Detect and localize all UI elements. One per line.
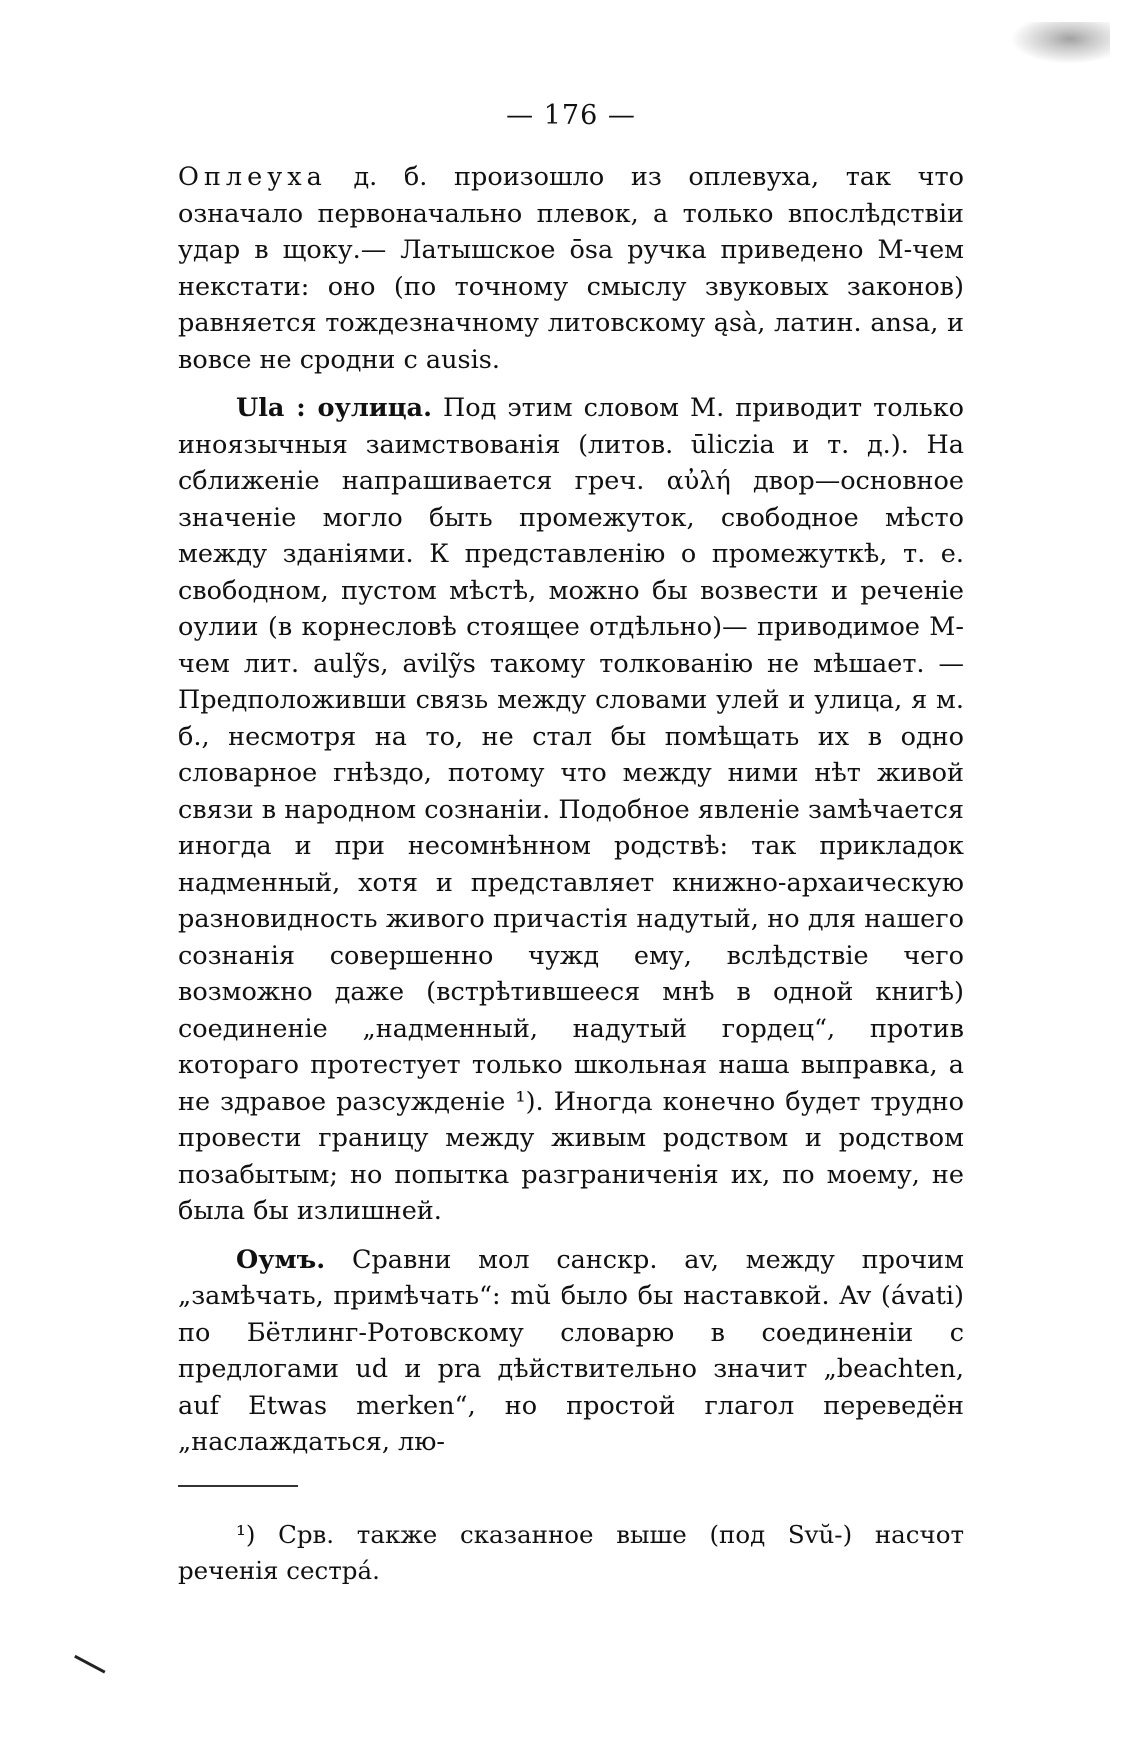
entry-text: д. б. произошло из оплевуха, так что означало первоначально плевок, а только впослѣдствіи удар в щоку.— Латышское ōsa ручка приведено М-чем некстати: оно (по точному смыслу звуковых законов) равняется тождезначному литовскому ąsà, латин. ansa, и вовсе не сродни с ausis. <box>178 162 964 375</box>
entry-oum <box>178 1242 964 1461</box>
footnote-text: Срв. также сказанное выше (под Svŭ-) насчот реченія сестрá. <box>178 1519 964 1585</box>
page-number: — 176 — <box>506 100 636 131</box>
entry-opleukha <box>178 159 964 378</box>
footnote <box>178 1517 964 1589</box>
footnote-marker: ¹) <box>236 1519 256 1549</box>
entry-ula <box>178 390 964 1230</box>
entry-text: Под этим словом М. приводит только иноязычныя заимствованія (литов. ūliczia и т. д.). На сближеніе напрашивается греч. αὐλή двор—основное значеніе могло быть промежуток, свободное мѣсто между зданіями. К представленію о промежуткѣ, т. е. свободном, пустом мѣстѣ, можно бы возвести и реченіе оулии (в корнесловѣ стоящее отдѣльно)— приводимое М-чем лит. aulỹs, avilỹs такому толкованію не мѣшает. — Предположивши связь между словами улей и улица, я м. б., несмотря на то, не стал бы помѣщать их в одно словарное гнѣздо, потому что между ними нѣт живой связи в народном сознаніи. Подобное явленіе замѣчается иногда и при несомнѣнном родствѣ: так прикладок надменный, хотя и представляет книжно-архаическую разновидность живого причастія надутый, но для нашего сознанія совершенно чужд ему, вслѣдствіе чего возможно даже (встрѣтившееся мнѣ в одной книгѣ) соединеніе „надменный, надутый гордец“, против котораго протестует только школьная наша выправка, а не здравое разсужденіе ¹). Иногда конечно будет трудно провести границу между живым родством и родством позабытым; но попытка разграниченія их, по моему, не была бы излишней. <box>178 393 964 1226</box>
entry-text: Сравни мол санскр. av, между прочим „замѣчать, примѣчать“: mŭ было бы наставкой. Av (ávati) по Бётлинг-Ротовскому словарю в соединеніи с предлогами ud и pra дѣйствительно значит „beachten, auf Etwas merken“, но простой глагол переведён „наслаждаться, лю- <box>178 1244 964 1457</box>
footnote-divider <box>178 1485 298 1487</box>
headword: Оплеуха <box>178 162 327 192</box>
scan-speck <box>1010 22 1110 64</box>
book-page <box>178 100 964 1589</box>
headword: Ula : оулица. <box>236 393 432 423</box>
scan-mark <box>68 1655 105 1684</box>
headword: Оумъ. <box>236 1244 326 1275</box>
